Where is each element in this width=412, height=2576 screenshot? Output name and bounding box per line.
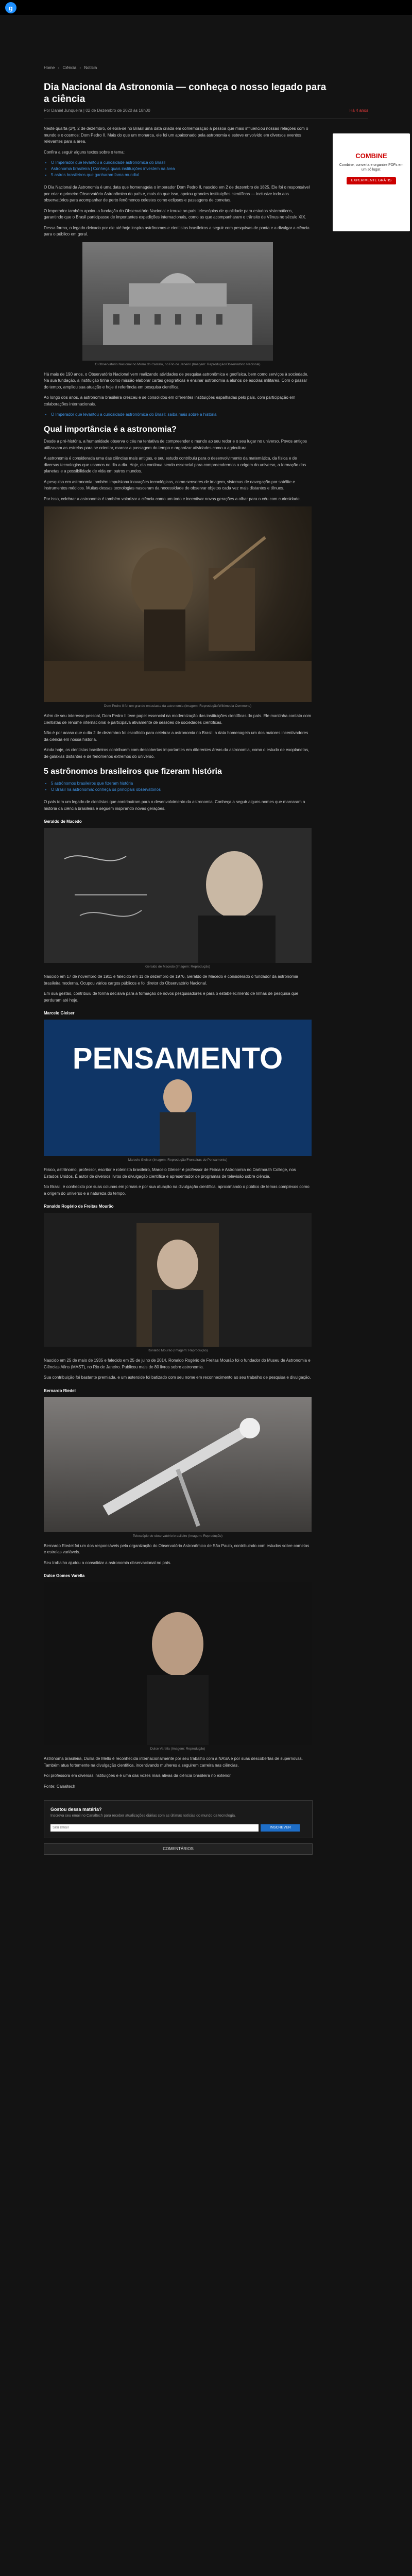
advertisement[interactable]: [333, 133, 410, 231]
related-link[interactable]: • O Brasil na astronomia: conheça os principais observatórios: [51, 787, 312, 793]
body-paragraph: Foi professora em diversas instituições e é uma das vozes mais ativas da ciência brasileira no exterior.: [44, 1773, 232, 1778]
body-paragraph: Sua contribuição foi bastante premiada, e um asteroide foi batizado com seu nome em reconhecimento ao seu trabalho de pesquisa e divulgação.: [44, 1375, 311, 1380]
body-paragraph: Ao longo dos anos, a astronomia brasileira cresceu e se consolidou em diferentes instituições espalhadas pelo país, com participação em colaborações internacionais.: [44, 395, 296, 406]
stage-illustration: [44, 1020, 312, 1156]
newsletter-email-input[interactable]: [50, 1824, 259, 1832]
newsletter-description: Inscreva seu email no Canaltech para receber atualizações diárias com as últimas notícias do mundo da tecnologia.: [50, 1814, 236, 1818]
body-paragraph: Desde a pré-história, a humanidade observa o céu na tentativa de compreender o mundo ao seu redor e o seu lugar no universo. Povos antigos utilizavam as estrelas para se orientar, marcar a passagem do tempo e organizar atividades como a agricultura.: [44, 439, 307, 450]
body-paragraph: O Dia Nacional da Astronomia é uma data que homenageia o imperador Dom Pedro II, nascido em 2 de dezembro de 1825. Ele foi o responsável por criar o primeiro Observatório Astronômico do país e, mais do que isso, apoiou grandes instituições científicas — inclusive indo aos observatórios para acompanhar de perto fenômenos celestes como eclipses e passagens de cometas.: [44, 185, 310, 202]
body-paragraph: Bernardo Riedel foi um dos responsáveis pela organização do Observatório Astronômico de São Paulo, contribuindo com estudos sobre cometas e estrelas variáveis.: [44, 1543, 310, 1554]
newsletter-title: Gostou dessa matéria?: [50, 1807, 102, 1812]
observatory-image: [82, 242, 273, 361]
image-caption: Marcelo Gleiser (Imagem: Reprodução/Fronteiras do Pensamento): [128, 1158, 228, 1162]
article-author[interactable]: Por Daniel Junqueira | 02 de Dezembro de 2020 às 18h00: [44, 108, 150, 113]
body-paragraph: O Imperador também apoiou a fundação do Observatório Nacional e trouxe ao país telescópios de qualidade para estudos sistemáticos, garantindo que o Brasil participasse de importantes expedições internacionais, como as que acompanharam o trânsito de Vênus no século XIX.: [44, 208, 306, 219]
article-source: Fonte: Canaltech: [44, 1784, 75, 1789]
related-link[interactable]: • Astronomia brasileira | Conheça quais instituições investem na área: [51, 166, 312, 172]
ad-brand: COMBINE: [355, 152, 387, 160]
body-paragraph: Por isso, celebrar a astronomia é também valorizar a ciência como um todo e incentivar novas gerações a olhar para o céu com curiosidade.: [44, 496, 301, 501]
related-link[interactable]: • O Imperador que levantou a curiosidade astronômica do Brasil: saiba mais sobre a história: [51, 412, 312, 418]
image-caption: O Observatório Nacional no Morro do Castelo, no Rio de Janeiro (Imagem: Reprodução/Observatório Nacional): [95, 362, 261, 366]
newsletter-subscribe-button[interactable]: INSCREVER: [261, 1824, 300, 1832]
related-link[interactable]: • 5 astrônomos brasileiros que fizeram história: [51, 781, 312, 787]
subsection-heading: Geraldo de Macedo: [44, 819, 82, 824]
body-paragraph: A astronomia é considerada uma das ciências mais antigas, e seu estudo contribuiu para o desenvolvimento da matemática, da física e de diversas tecnologias que usamos no dia a dia. Hoje, ela continua sendo essencial para compreendermos a origem do universo, a formação dos planetas e a possibilidade de vida em outros mundos.: [44, 456, 306, 473]
breadcrumb-page-link[interactable]: Notícia: [84, 65, 97, 70]
newsletter-box: [44, 1800, 313, 1838]
body-paragraph: No Brasil, é conhecido por suas colunas em jornais e por sua atuação na divulgação científica, aproximando o público de temas complexos como a origem do universo e a natureza do tempo.: [44, 1184, 310, 1196]
subsection-heading: Bernardo Riedel: [44, 1388, 76, 1393]
portrait-illustration: [44, 1213, 312, 1347]
image-caption: Dulce Varella (Imagem: Reprodução): [150, 1747, 205, 1751]
stage-backdrop-text: PENSAMENTO: [72, 1042, 283, 1075]
portrait-image: [44, 1213, 312, 1347]
image-caption: Ronaldo Mourão (Imagem: Reprodução): [147, 1349, 208, 1352]
body-paragraph: A pesquisa em astronomia também impulsiona inovações tecnológicas, como sensores de imagem, sistemas de navegação por satélite e instrumentos médicos. Muitas dessas tecnologias nasceram da necessidade de observar objetos cada vez mais distantes e tênues.: [44, 479, 295, 490]
pensamento-stage-image: [44, 1020, 312, 1156]
body-paragraph: Físico, astrônomo, professor, escritor e roteirista brasileiro, Marcelo Gleiser é professor de Física e Astronomia no Dartmouth College, nos Estados Unidos. É autor de diversos livros de divulgação científica e apresentador de programas de televisão sobre ciência.: [44, 1167, 296, 1179]
breadcrumb-home-link[interactable]: Home: [44, 65, 55, 70]
section-heading: 5 astrônomos brasileiros que fizeram história: [44, 767, 222, 776]
body-paragraph: Não é por acaso que o dia 2 de dezembro foi escolhido para celebrar a astronomia no Brasil: a data homenageia um dos maiores incentivadores da ciência em nossa história.: [44, 731, 308, 742]
related-links: [51, 412, 312, 418]
body-paragraph: Nascido em 25 de maio de 1935 e falecido em 25 de julho de 2014, Ronaldo Rogério de Freitas Mourão foi o fundador do Museu de Astronomia e Ciências Afins (MAST), no Rio de Janeiro. Publicou mais de 80 livros sobre astronomia.: [44, 1358, 311, 1369]
image-caption: Geraldo de Macedo (Imagem: Reprodução): [145, 965, 210, 969]
body-paragraph: Há mais de 190 anos, o Observatório Nacional vem realizando atividades de pesquisa astronômica e geofísica, bem como serviços à sociedade. Na sua fundação, a instituição tinha como missão elaborar cartas geográficas e ensinar astronomia a alunos de escolas militares. Com o passar do tempo, ampliou sua atuação e hoje é referência em pesquisa científica.: [44, 371, 308, 389]
dom-pedro-painting-image: [44, 506, 312, 702]
article-body: [44, 126, 312, 1855]
body-paragraph: Seu trabalho ajudou a consolidar a astronomia observacional no país.: [44, 1560, 171, 1565]
subsection-heading: Ronaldo Rogério de Freitas Mourão: [44, 1204, 114, 1209]
subsection-heading: Dulce Gomes Varella: [44, 1573, 85, 1578]
subsection-heading: Marcelo Gleiser: [44, 1011, 75, 1015]
portrait-chalkboard-image: [44, 828, 312, 963]
body-paragraph: Além de seu interesse pessoal, Dom Pedro II teve papel essencial na modernização das instituições científicas do país. Ele mantinha contato com cientistas de renome internacional e participava ativamente de sessões de sociedades científicas.: [44, 714, 311, 725]
body-paragraph: Nascido em 17 de novembro de 1911 e falecido em 11 de dezembro de 1976, Geraldo de Macedo é considerado o fundador da astronomia brasileira moderna. Ocupou vários cargos públicos e foi diretor do Observatório Nacional.: [44, 974, 298, 986]
article-meta: [44, 108, 368, 113]
article-title: Dia Nacional da Astronomia — conheça o nosso legado para a ciência: [44, 82, 327, 105]
related-links: [51, 160, 312, 178]
portrait-illustration: [44, 1582, 312, 1745]
article-timestamp: Há 4 anos: [349, 108, 368, 113]
chalkboard-illustration: [44, 828, 312, 963]
body-paragraph: Astrônoma brasileira, Duília de Mello é reconhecida internacionalmente por seu trabalho com a NASA e por suas descobertas de supernovas. Também atua fortemente na divulgação científica, incentivando mulheres a seguirem carreira nas ciências.: [44, 1756, 303, 1768]
observatory-building-illustration: [82, 242, 273, 361]
section-heading: Qual importância é a astronomia?: [44, 425, 177, 434]
related-links: [51, 781, 312, 793]
image-caption: Dom Pedro II foi um grande entusiasta da astronomia (Imagem: Reprodução/Wikimedia Commons): [104, 704, 252, 708]
breadcrumb-section-link[interactable]: Ciência: [62, 65, 77, 70]
body-paragraph: Em sua gestão, contribuiu de forma decisiva para a formação de novos pesquisadores e para o estabelecimento de linhas de pesquisa que perduram até hoje.: [44, 991, 299, 1003]
body-paragraph: Dessa forma, o legado deixado por ele até hoje inspira astrônomos e cientistas brasileiros a seguir com pesquisas de ponta e a divulgar a ciência para o público em geral.: [44, 225, 310, 236]
comments-button[interactable]: COMENTÁRIOS: [44, 1843, 313, 1855]
intro-paragraph: Neste quarta (2ª), 2 de dezembro, celebra-se no Brasil uma data criada em comemoração à pessoa que mais influenciou nossas relações com o mundo e o cosmos: Dom Pedro II. Mais do que um monarca, ele foi um apaixonado pela astronomia e esteve envolvido em diversos eventos relevantes para a área.: [44, 126, 308, 144]
body-paragraph: Ainda hoje, os cientistas brasileiros contribuem com descobertas importantes em diferentes áreas da astronomia, como o estudo de exoplanetas, de galáxias distantes e de fenômenos extremos do universo.: [44, 748, 310, 759]
intro-paragraph: Confira a seguir alguns textos sobre o tema:: [44, 149, 125, 155]
article-container: [44, 16, 404, 1855]
body-paragraph: O país tem um legado de cientistas que contribuíram para o desenvolvimento da astronomia. Conheça a seguir alguns nomes que marcaram a história da ciência brasileira e seguem inspirando novas gerações.: [44, 800, 305, 811]
related-link[interactable]: • 5 astros brasileiros que ganharam fama mundial: [51, 172, 312, 178]
painting-illustration: [44, 506, 312, 702]
ad-text: Combine, converta e organize PDFs em um só lugar.: [339, 163, 404, 172]
telescope-illustration: [44, 1397, 312, 1532]
related-link[interactable]: • O Imperador que levantou a curiosidade astronômica do Brasil: [51, 160, 312, 166]
breadcrumb-separator: ›: [58, 65, 60, 70]
top-navigation-bar: [0, 0, 412, 16]
site-logo[interactable]: g: [5, 2, 16, 13]
breadcrumb-separator: ›: [79, 65, 81, 70]
image-caption: Telescópio de observatório brasileiro (Imagem: Reprodução): [132, 1534, 223, 1538]
telescope-image: [44, 1397, 312, 1532]
portrait-image: [44, 1582, 312, 1745]
breadcrumb: [44, 65, 368, 70]
ad-cta-button[interactable]: EXPERIMENTE GRÁTIS: [347, 177, 396, 184]
